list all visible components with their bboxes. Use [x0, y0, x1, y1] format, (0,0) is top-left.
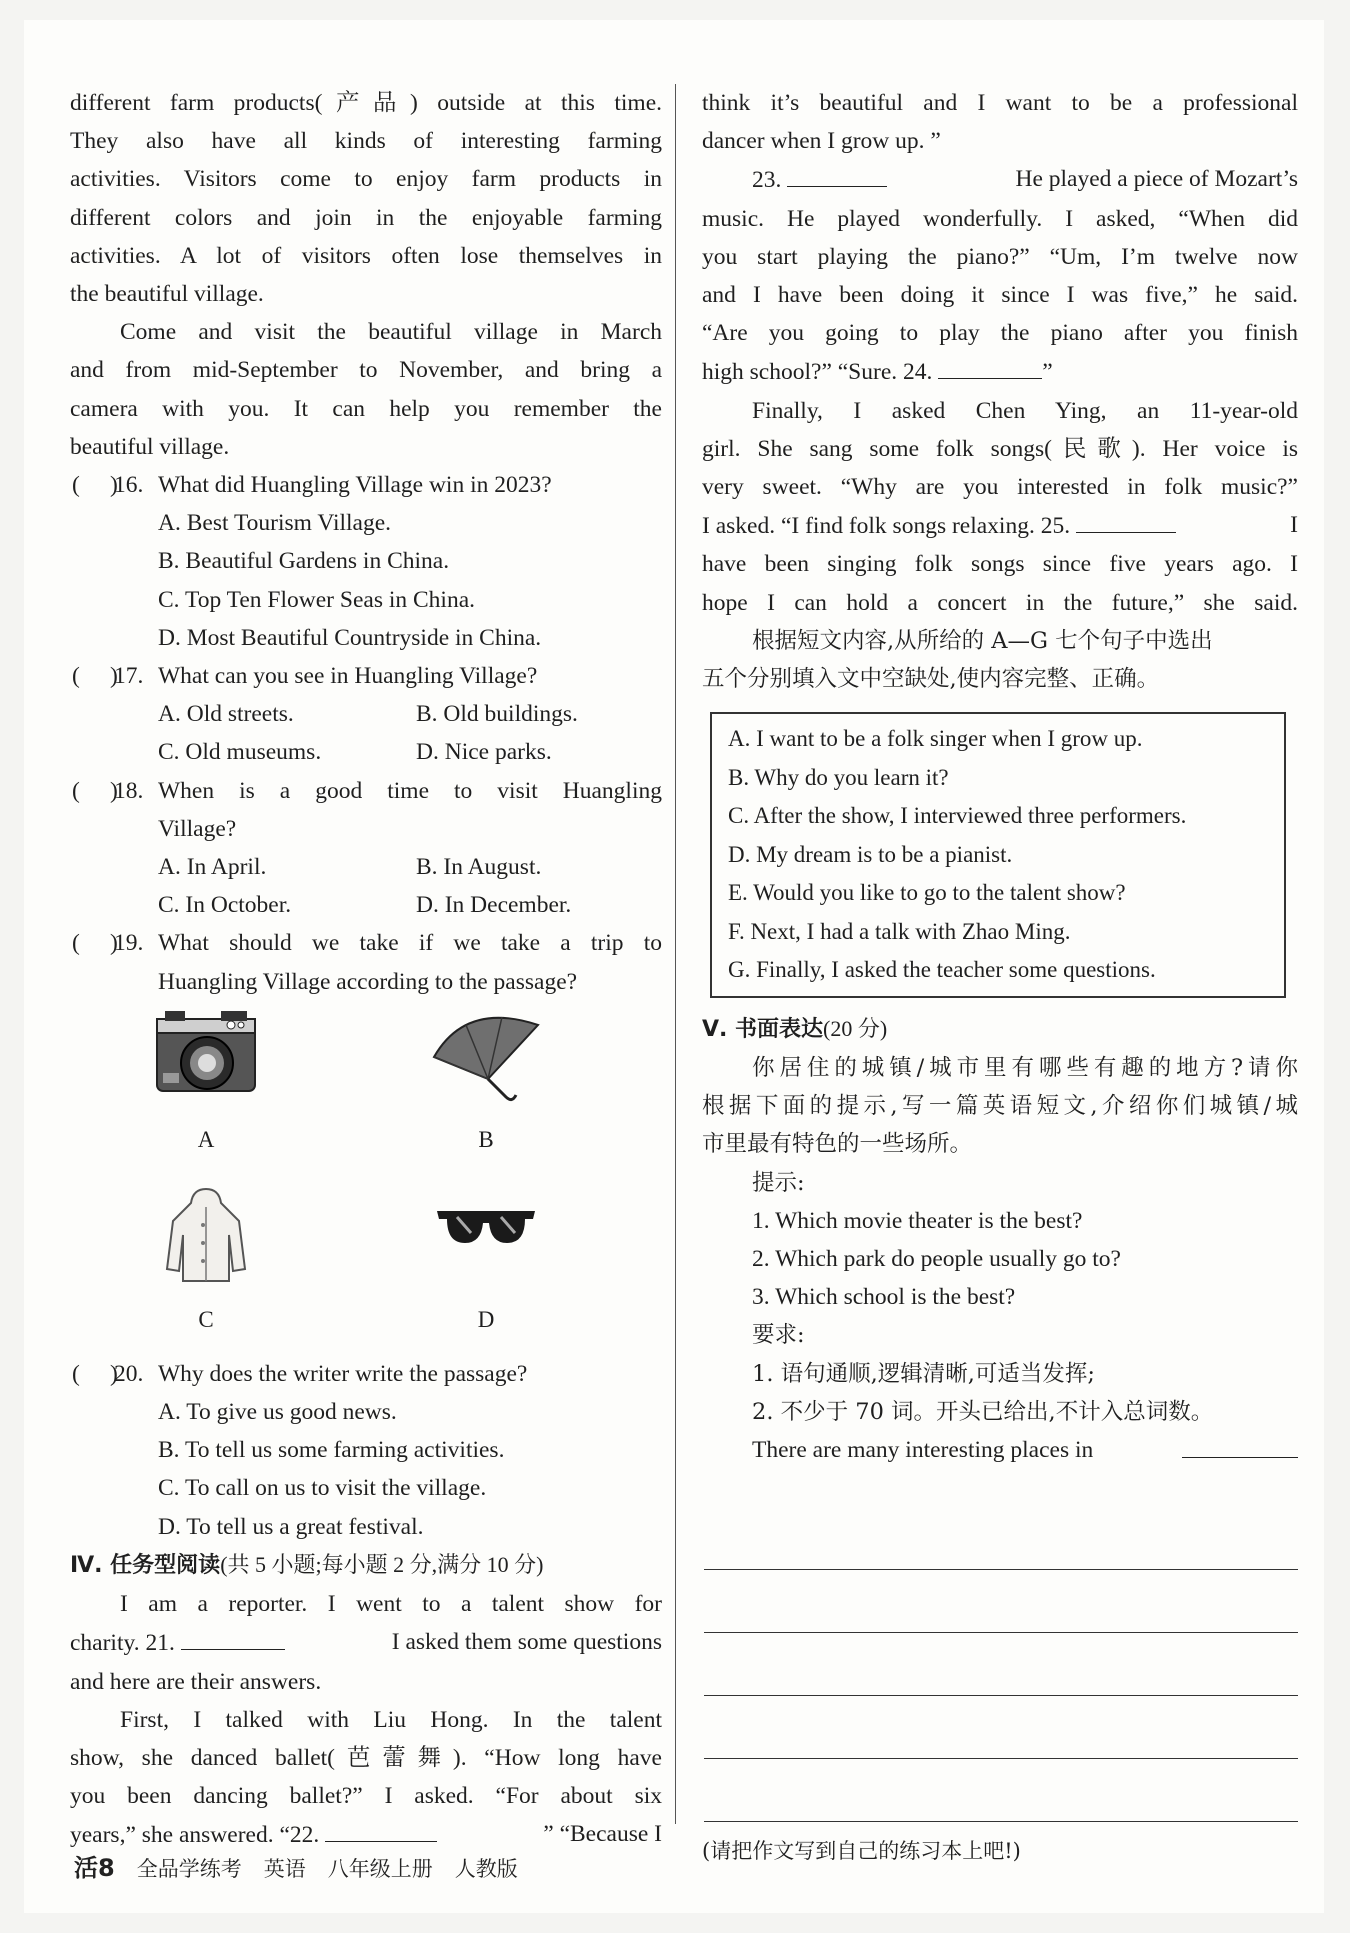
section-title: Ⅳ. 任务型阅读 [70, 1552, 221, 1578]
writing-line[interactable] [704, 1759, 1298, 1822]
camera-icon [151, 1007, 261, 1105]
passage-line: you been dancing ballet?” I asked. “For about six [70, 1783, 662, 1810]
choice-b: B. Why do you learn it? [728, 764, 949, 790]
tip-item: 2. Which park do people usually go to? [752, 1245, 1121, 1272]
passage-line: activities. A lot of visitors often lose themselves in [70, 242, 662, 269]
choice-a: A. I want to be a folk singer when I grow up. [728, 726, 1143, 752]
passage-line: music. He played wonderfully. I asked, “When did [702, 205, 1298, 232]
blank-24[interactable] [938, 352, 1042, 379]
choice-f: F. Next, I had a talk with Zhao Ming. [728, 918, 1071, 944]
writing-prompt-line: 你居住的城镇/城市里有哪些有趣的地方?请你 [752, 1054, 1298, 1081]
section-note: (共 5 小题;每小题 2 分,满分 10 分) [220, 1551, 544, 1577]
picture-options [70, 1007, 662, 1355]
writing-line[interactable] [704, 1570, 1298, 1633]
picture-option-a [146, 1007, 266, 1159]
option: B. Old buildings. [416, 701, 578, 728]
picture-option-b [426, 1007, 546, 1159]
passage-line: “Are you going to play the piano after you finish [702, 320, 1298, 347]
option: D. In December. [416, 892, 572, 919]
right-column [702, 84, 1298, 1870]
passage-text: I asked them some questions [391, 1629, 662, 1656]
option: B. In August. [416, 854, 542, 881]
passage-line: different colors and join in the enjoyable farming [70, 204, 662, 231]
raincoat-icon [161, 1185, 251, 1285]
choice-d: D. My dream is to be a pianist. [728, 841, 1013, 867]
picture-option-d [426, 1185, 546, 1339]
question-20 [70, 1355, 662, 1393]
question-number: 17. [114, 663, 144, 690]
requirement-item: 2. 不少于 70 词。开头已给出,不计入总词数。 [752, 1398, 1214, 1425]
passage-text: I asked. “I find folk songs relaxing. 25. [702, 513, 1071, 540]
requirement-item: 1. 语句通顺,逻辑清晰,可适当发挥; [752, 1360, 1096, 1387]
passage-line: the beautiful village. [70, 281, 264, 308]
question-text: What can you see in Huangling Village? [158, 663, 538, 690]
passage-text: years,” she answered. “22. [70, 1822, 320, 1849]
instruction-line: 五个分别填入文中空缺处,使内容完整、正确。 [702, 666, 1160, 693]
option: B. To tell us some farming activities. [158, 1437, 505, 1464]
passage-line: you start playing the piano?” “Um, I’m twelve now [702, 243, 1298, 270]
writing-prompt-line: 根据下面的提示,写一篇英语短文,介绍你们城镇/城 [702, 1093, 1298, 1120]
tip-item: 1. Which movie theater is the best? [752, 1207, 1083, 1234]
passage-line: have been singing folk songs since five years ago. I [702, 551, 1298, 578]
picture-label: D [477, 1307, 495, 1333]
writing-line[interactable] [704, 1696, 1298, 1759]
question-16 [70, 466, 662, 504]
option: C. Old museums. [158, 739, 322, 766]
option: D. Most Beautiful Countryside in China. [158, 624, 542, 651]
passage-line: camera with you. It can help you remember the [70, 395, 662, 422]
footnote: (请把作文写到自己的练习本上吧!) [702, 1839, 1021, 1864]
passage-line: beautiful village. [70, 433, 230, 460]
blank-21[interactable] [181, 1623, 285, 1650]
passage-line [70, 1623, 662, 1662]
passage-line [702, 506, 1298, 545]
section-5-heading [702, 1010, 1298, 1049]
option: D. Nice parks. [416, 739, 552, 766]
option-row [70, 733, 662, 771]
question-number: 19. [114, 930, 144, 957]
passage-line: hope I can hold a concert in the future,” she said. [702, 589, 1298, 616]
writing-lines[interactable] [702, 1507, 1298, 1822]
instruction-line: 根据短文内容,从所给的 A—G 七个句子中选出 [752, 627, 1213, 654]
picture-label: C [198, 1307, 214, 1333]
question-number: 20. [114, 1360, 144, 1387]
picture-label: A [197, 1127, 215, 1153]
passage-line: Come and visit the beautiful village in March [120, 319, 662, 346]
passage-text: ” “Because I [543, 1821, 662, 1848]
requirements-label: 要求: [752, 1322, 805, 1349]
book-title: 全品学练考 [136, 1857, 242, 1881]
grade: 八年级上册 [327, 1857, 433, 1881]
passage-line: show, she danced ballet(芭蕾舞). “How long have [70, 1744, 662, 1771]
umbrella-icon [426, 1007, 546, 1105]
passage-line: activities. Visitors come to enjoy farm products in [70, 166, 662, 193]
edition: 人教版 [454, 1857, 518, 1881]
passage-line: and here are their answers. [70, 1668, 322, 1695]
writing-line[interactable] [704, 1633, 1298, 1696]
passage-line [702, 352, 1298, 391]
page-number: 活8 [74, 1854, 115, 1882]
question-text: Why does the writer write the passage? [158, 1360, 528, 1387]
question-number: 16. [114, 472, 144, 499]
writing-line[interactable] [704, 1507, 1298, 1570]
question-text: When is a good time to visit Huangling [158, 777, 662, 804]
passage-line: and from mid-September to November, and bring a [70, 357, 662, 384]
question-text: What should we take if we take a trip to [158, 930, 662, 957]
passage-line: Finally, I asked Chen Ying, an 11-year-old [752, 397, 1298, 424]
section-title: Ⅴ. 书面表达 [702, 1016, 824, 1042]
choice-g: G. Finally, I asked the teacher some questions. [728, 957, 1156, 983]
option: A. Best Tourism Village. [158, 510, 392, 537]
question-text-cont: Village? [158, 815, 237, 842]
starter-blank[interactable] [1182, 1431, 1298, 1458]
option: A. Old streets. [158, 701, 294, 728]
passage-text: ” [1042, 359, 1053, 386]
question-17 [70, 657, 662, 695]
option: C. In October. [158, 892, 292, 919]
passage-line: They also have all kinds of interesting farming [70, 128, 662, 155]
blank-25[interactable] [1076, 506, 1176, 533]
question-19 [70, 924, 662, 962]
section-4-heading [70, 1546, 662, 1585]
question-number: 18. [114, 777, 144, 804]
passage-text: I [1290, 512, 1298, 539]
question-text-cont: Huangling Village according to the passage? [158, 968, 578, 995]
option: A. To give us good news. [158, 1399, 397, 1426]
blank-23[interactable] [787, 160, 887, 187]
choice-c: C. After the show, I interviewed three performers. [728, 803, 1187, 829]
passage-line: I am a reporter. I went to a talent show for [120, 1591, 662, 1618]
option: C. Top Ten Flower Seas in China. [158, 586, 475, 613]
subject: 英语 [263, 1857, 306, 1881]
option: C. To call on us to visit the village. [158, 1475, 487, 1502]
section-note: (20 分) [823, 1015, 888, 1041]
passage-text: He played a piece of Mozart’s [1015, 166, 1298, 193]
blank-22[interactable] [325, 1815, 437, 1842]
option-row [70, 848, 662, 886]
sunglasses-icon [431, 1185, 541, 1285]
option: B. Beautiful Gardens in China. [158, 548, 450, 575]
question-text: What did Huangling Village win in 2023? [158, 472, 552, 499]
passage-line [702, 160, 1298, 199]
writing-starter [702, 1431, 1298, 1469]
writing-prompt-line: 市里最有特色的一些场所。 [702, 1131, 973, 1158]
column-divider [675, 84, 676, 1824]
blank-number: charity. 21. [70, 1630, 175, 1657]
choice-e: E. Would you like to go to the talent show? [728, 880, 1126, 906]
passage-line: First, I talked with Liu Hong. In the talent [120, 1706, 662, 1733]
passage-line: think it’s beautiful and I want to be a professional [702, 90, 1298, 116]
passage-line: and I have been doing it since I was five,” he said. [702, 282, 1298, 309]
option-row [70, 886, 662, 924]
tip-item: 3. Which school is the best? [752, 1284, 1016, 1311]
passage-line: different farm products(产品) outside at this time. [70, 90, 662, 116]
blank-number: 23. [752, 167, 782, 194]
passage-line: girl. She sang some folk songs(民歌). Her voice is [702, 435, 1298, 462]
page-footer [74, 1848, 518, 1883]
passage-line: dancer when I grow up. ” [702, 128, 941, 155]
option-row [70, 695, 662, 733]
passage-text: high school?” “Sure. 24. [702, 359, 933, 386]
option: D. To tell us a great festival. [158, 1513, 424, 1540]
question-18 [70, 772, 662, 810]
option: A. In April. [158, 854, 267, 881]
sentence-choices-box [710, 712, 1286, 998]
passage-line: very sweet. “Why are you interested in folk music?” [702, 474, 1298, 501]
left-column [70, 84, 662, 1855]
starter-text: There are many interesting places in [752, 1436, 1094, 1463]
picture-label: B [478, 1127, 494, 1153]
tips-label: 提示: [752, 1169, 805, 1196]
workbook-page [24, 20, 1324, 1913]
picture-option-c [146, 1185, 266, 1339]
